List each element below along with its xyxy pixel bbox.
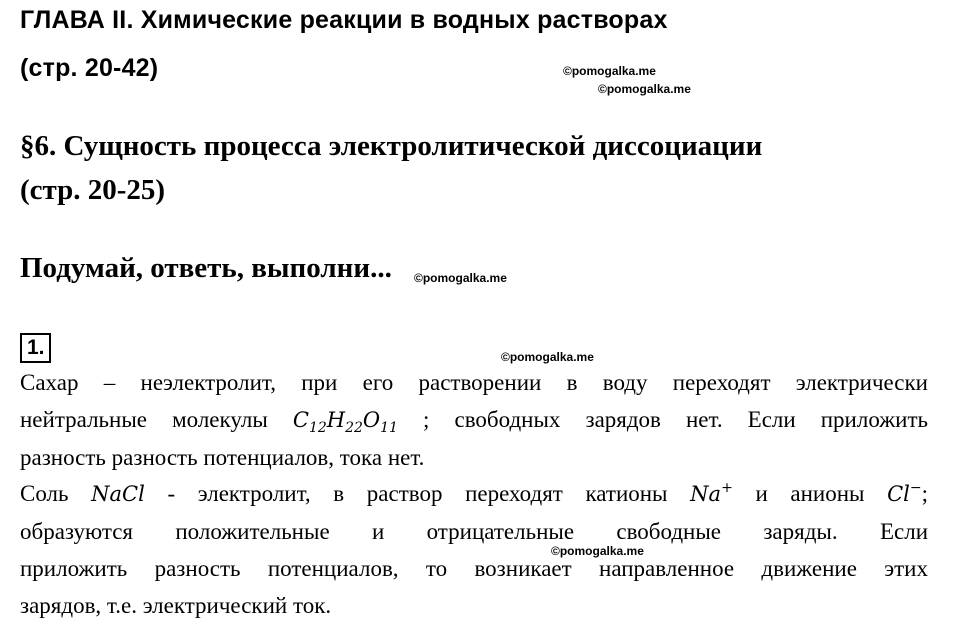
paragraph-line: Сахар – неэлектролит, при его растворении в воду переходят электрически — [20, 370, 928, 395]
section-pages: (стр. 20-25) — [20, 174, 166, 206]
formula-element: H — [326, 408, 346, 432]
paragraph-line: приложить разность потенциалов, то возникает направленное движение этих — [20, 556, 928, 581]
paragraph-salt — [20, 475, 928, 624]
text-segment: ; свободных зарядов нет. Если приложить — [423, 407, 929, 432]
subheading: Подумай, ответь, выполни... — [20, 252, 392, 284]
section-title: §6. Сущность процесса электролитической диссоциации — [20, 130, 763, 162]
paragraph-line — [20, 401, 928, 439]
task-number: 1. — [20, 333, 51, 363]
chapter-pages: (стр. 20-42) — [20, 54, 159, 82]
formula-element: O — [362, 408, 381, 432]
text-segment: ; — [921, 481, 929, 506]
watermark: ©pomogalka.me — [414, 271, 507, 285]
chapter-title: ГЛАВА II. Химические реакции в водных растворах — [20, 6, 668, 34]
formula-charge: − — [909, 480, 922, 496]
paragraph-line: образуются положительные и отрицательные свободные заряды. Если — [20, 519, 928, 544]
formula-na-cation — [690, 482, 733, 506]
formula-subscript: 22 — [345, 420, 363, 436]
watermark: ©pomogalka.me — [551, 544, 644, 558]
formula-cl-anion — [887, 482, 922, 506]
watermark: ©pomogalka.me — [598, 82, 691, 96]
text-segment: нейтральные молекулы — [20, 407, 268, 432]
formula-element: C — [292, 408, 309, 432]
formula-element: Cl — [887, 482, 910, 506]
formula-element: Na — [690, 482, 722, 506]
text-segment: Соль — [20, 481, 69, 506]
text-segment: - электролит, в раствор переходят катионы — [167, 481, 668, 506]
paragraph-sugar — [20, 364, 928, 476]
formula-nacl: NaCl — [91, 482, 145, 506]
watermark: ©pomogalka.me — [501, 350, 594, 364]
formula-sucrose — [292, 408, 398, 436]
paragraph-line: зарядов, т.е. электрический ток. — [20, 593, 332, 618]
formula-subscript: 12 — [308, 420, 327, 436]
formula-charge: + — [721, 480, 733, 496]
formula-subscript: 11 — [380, 420, 398, 436]
text-segment: и анионы — [755, 481, 865, 506]
watermark: ©pomogalka.me — [563, 64, 656, 78]
paragraph-line — [20, 475, 928, 513]
paragraph-line: разность разность потенциалов, тока нет. — [20, 445, 425, 470]
